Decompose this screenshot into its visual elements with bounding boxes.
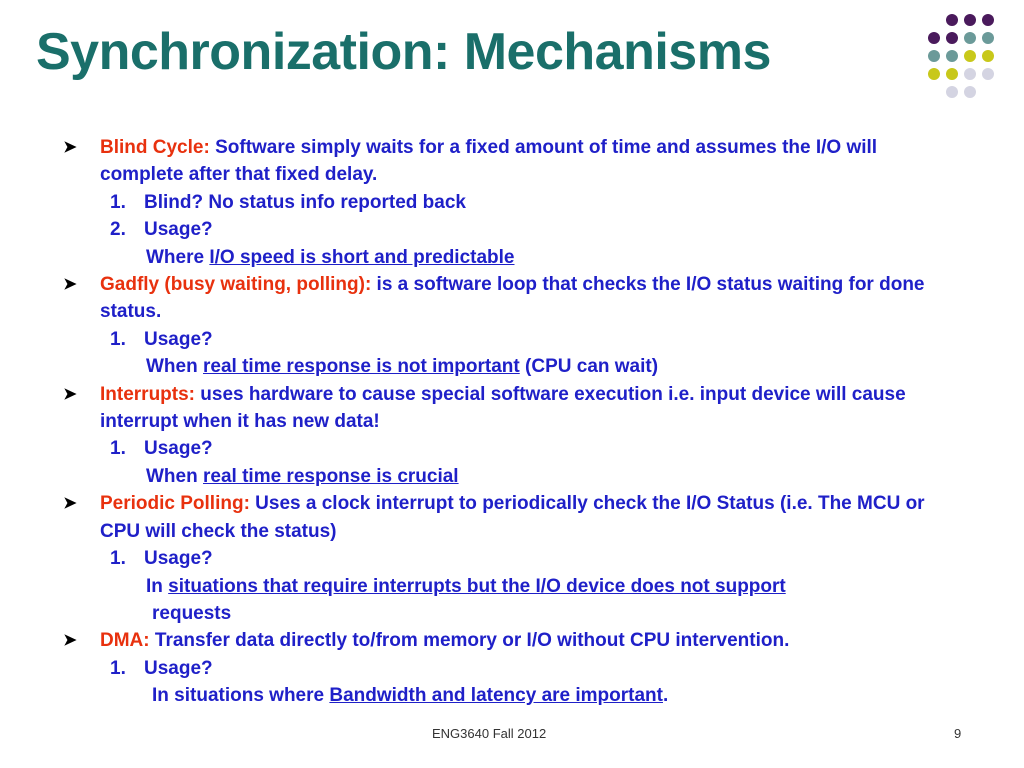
bullet-keyword: DMA:: [100, 630, 150, 652]
note-prefix: In situations where: [152, 685, 330, 707]
bullet-blind-cycle: [60, 134, 960, 189]
list-item: [60, 189, 960, 216]
grid-dot: [982, 68, 994, 80]
bullet-keyword: Blind Cycle:: [100, 137, 210, 158]
item-number: 1.: [110, 191, 126, 213]
list-item: [60, 216, 960, 243]
item-text: Usage?: [144, 219, 213, 241]
item-number: 1.: [110, 548, 126, 570]
bullet-text: uses hardware to cause special software execution i.e. input device will cause interrupt when it has new data!: [100, 383, 906, 433]
grid-dot: [946, 50, 958, 62]
item-number: 1.: [110, 328, 126, 350]
arrow-bullet-icon: ➤: [63, 632, 77, 650]
grid-dot: [928, 32, 940, 44]
dot-grid-icon: [928, 14, 1012, 134]
note-emphasis: Bandwidth and latency are important: [329, 685, 663, 707]
arrow-bullet-icon: ➤: [63, 139, 77, 156]
footer-course: ENG3640 Fall 2012: [432, 726, 547, 741]
arrow-bullet-icon: ➤: [63, 495, 77, 513]
item-number: 1.: [110, 657, 126, 679]
bullet-text: Software simply waits for a fixed amount of time and assumes the I/O will complete after that fixed delay.: [100, 137, 878, 186]
slide-title: Synchronization: Mechanisms: [36, 23, 771, 81]
usage-note: [60, 353, 960, 380]
grid-dot: [946, 68, 958, 80]
usage-note: [60, 244, 960, 271]
list-item: [60, 326, 960, 353]
usage-note-continuation: requests: [152, 602, 232, 624]
grid-dot: [946, 32, 958, 44]
bullet-text: Uses a clock interrupt to periodically check the I/O Status (i.e. The MCU or CPU will check the status): [100, 493, 925, 542]
list-item: [60, 435, 960, 462]
note-suffix: .: [662, 685, 669, 707]
item-text: Usage?: [144, 548, 213, 570]
usage-note: [60, 463, 960, 490]
grid-dot: [982, 14, 994, 26]
item-text: Blind? No status info reported back: [144, 191, 466, 213]
grid-dot: [964, 14, 976, 26]
item-text: Usage?: [144, 438, 213, 460]
grid-dot: [982, 32, 994, 44]
usage-note: [60, 682, 960, 709]
bullet-gadfly: [60, 271, 960, 326]
grid-dot: [946, 14, 958, 26]
note-prefix: In: [146, 575, 169, 597]
bullet-dma: [60, 627, 960, 654]
bullet-keyword: Gadfly (busy waiting, polling):: [100, 274, 372, 296]
note-emphasis: I/O speed is short and predictable: [209, 246, 515, 268]
grid-dot: [928, 68, 940, 80]
note-suffix: (CPU can wait): [519, 356, 659, 378]
usage-note: [60, 573, 960, 600]
note-prefix: When: [146, 465, 203, 487]
list-item: [60, 545, 960, 572]
note-prefix: Where: [146, 246, 210, 268]
grid-dot: [964, 32, 976, 44]
item-text: Usage?: [144, 657, 213, 679]
list-item: [60, 655, 960, 682]
page-number: 9: [954, 726, 962, 741]
bullet-periodic-polling: [60, 490, 960, 545]
item-number: 1.: [110, 438, 126, 460]
grid-dot: [982, 50, 994, 62]
bullet-keyword: Interrupts:: [100, 383, 195, 405]
bullet-keyword: Periodic Polling:: [100, 493, 250, 515]
arrow-bullet-icon: ➤: [63, 276, 77, 294]
bullet-interrupts: [60, 381, 960, 436]
grid-dot: [964, 50, 976, 62]
note-prefix: When: [146, 356, 203, 378]
grid-dot: [964, 68, 976, 80]
note-emphasis: real time response is not important: [203, 356, 520, 378]
grid-dot: [928, 50, 940, 62]
bullet-text: Transfer data directly to/from memory or I/O without CPU intervention.: [149, 630, 790, 652]
grid-dot: [964, 86, 976, 98]
grid-dot: [946, 86, 958, 98]
bullet-text: is a software loop that checks the I/O status waiting for done status.: [100, 274, 925, 323]
note-emphasis: situations that require interrupts but the I/O device does not support: [168, 575, 786, 597]
slide-body: [60, 134, 960, 710]
item-text: Usage?: [144, 328, 213, 350]
item-number: 2.: [110, 219, 126, 241]
note-emphasis: real time response is crucial: [203, 465, 459, 487]
arrow-bullet-icon: ➤: [63, 385, 77, 403]
